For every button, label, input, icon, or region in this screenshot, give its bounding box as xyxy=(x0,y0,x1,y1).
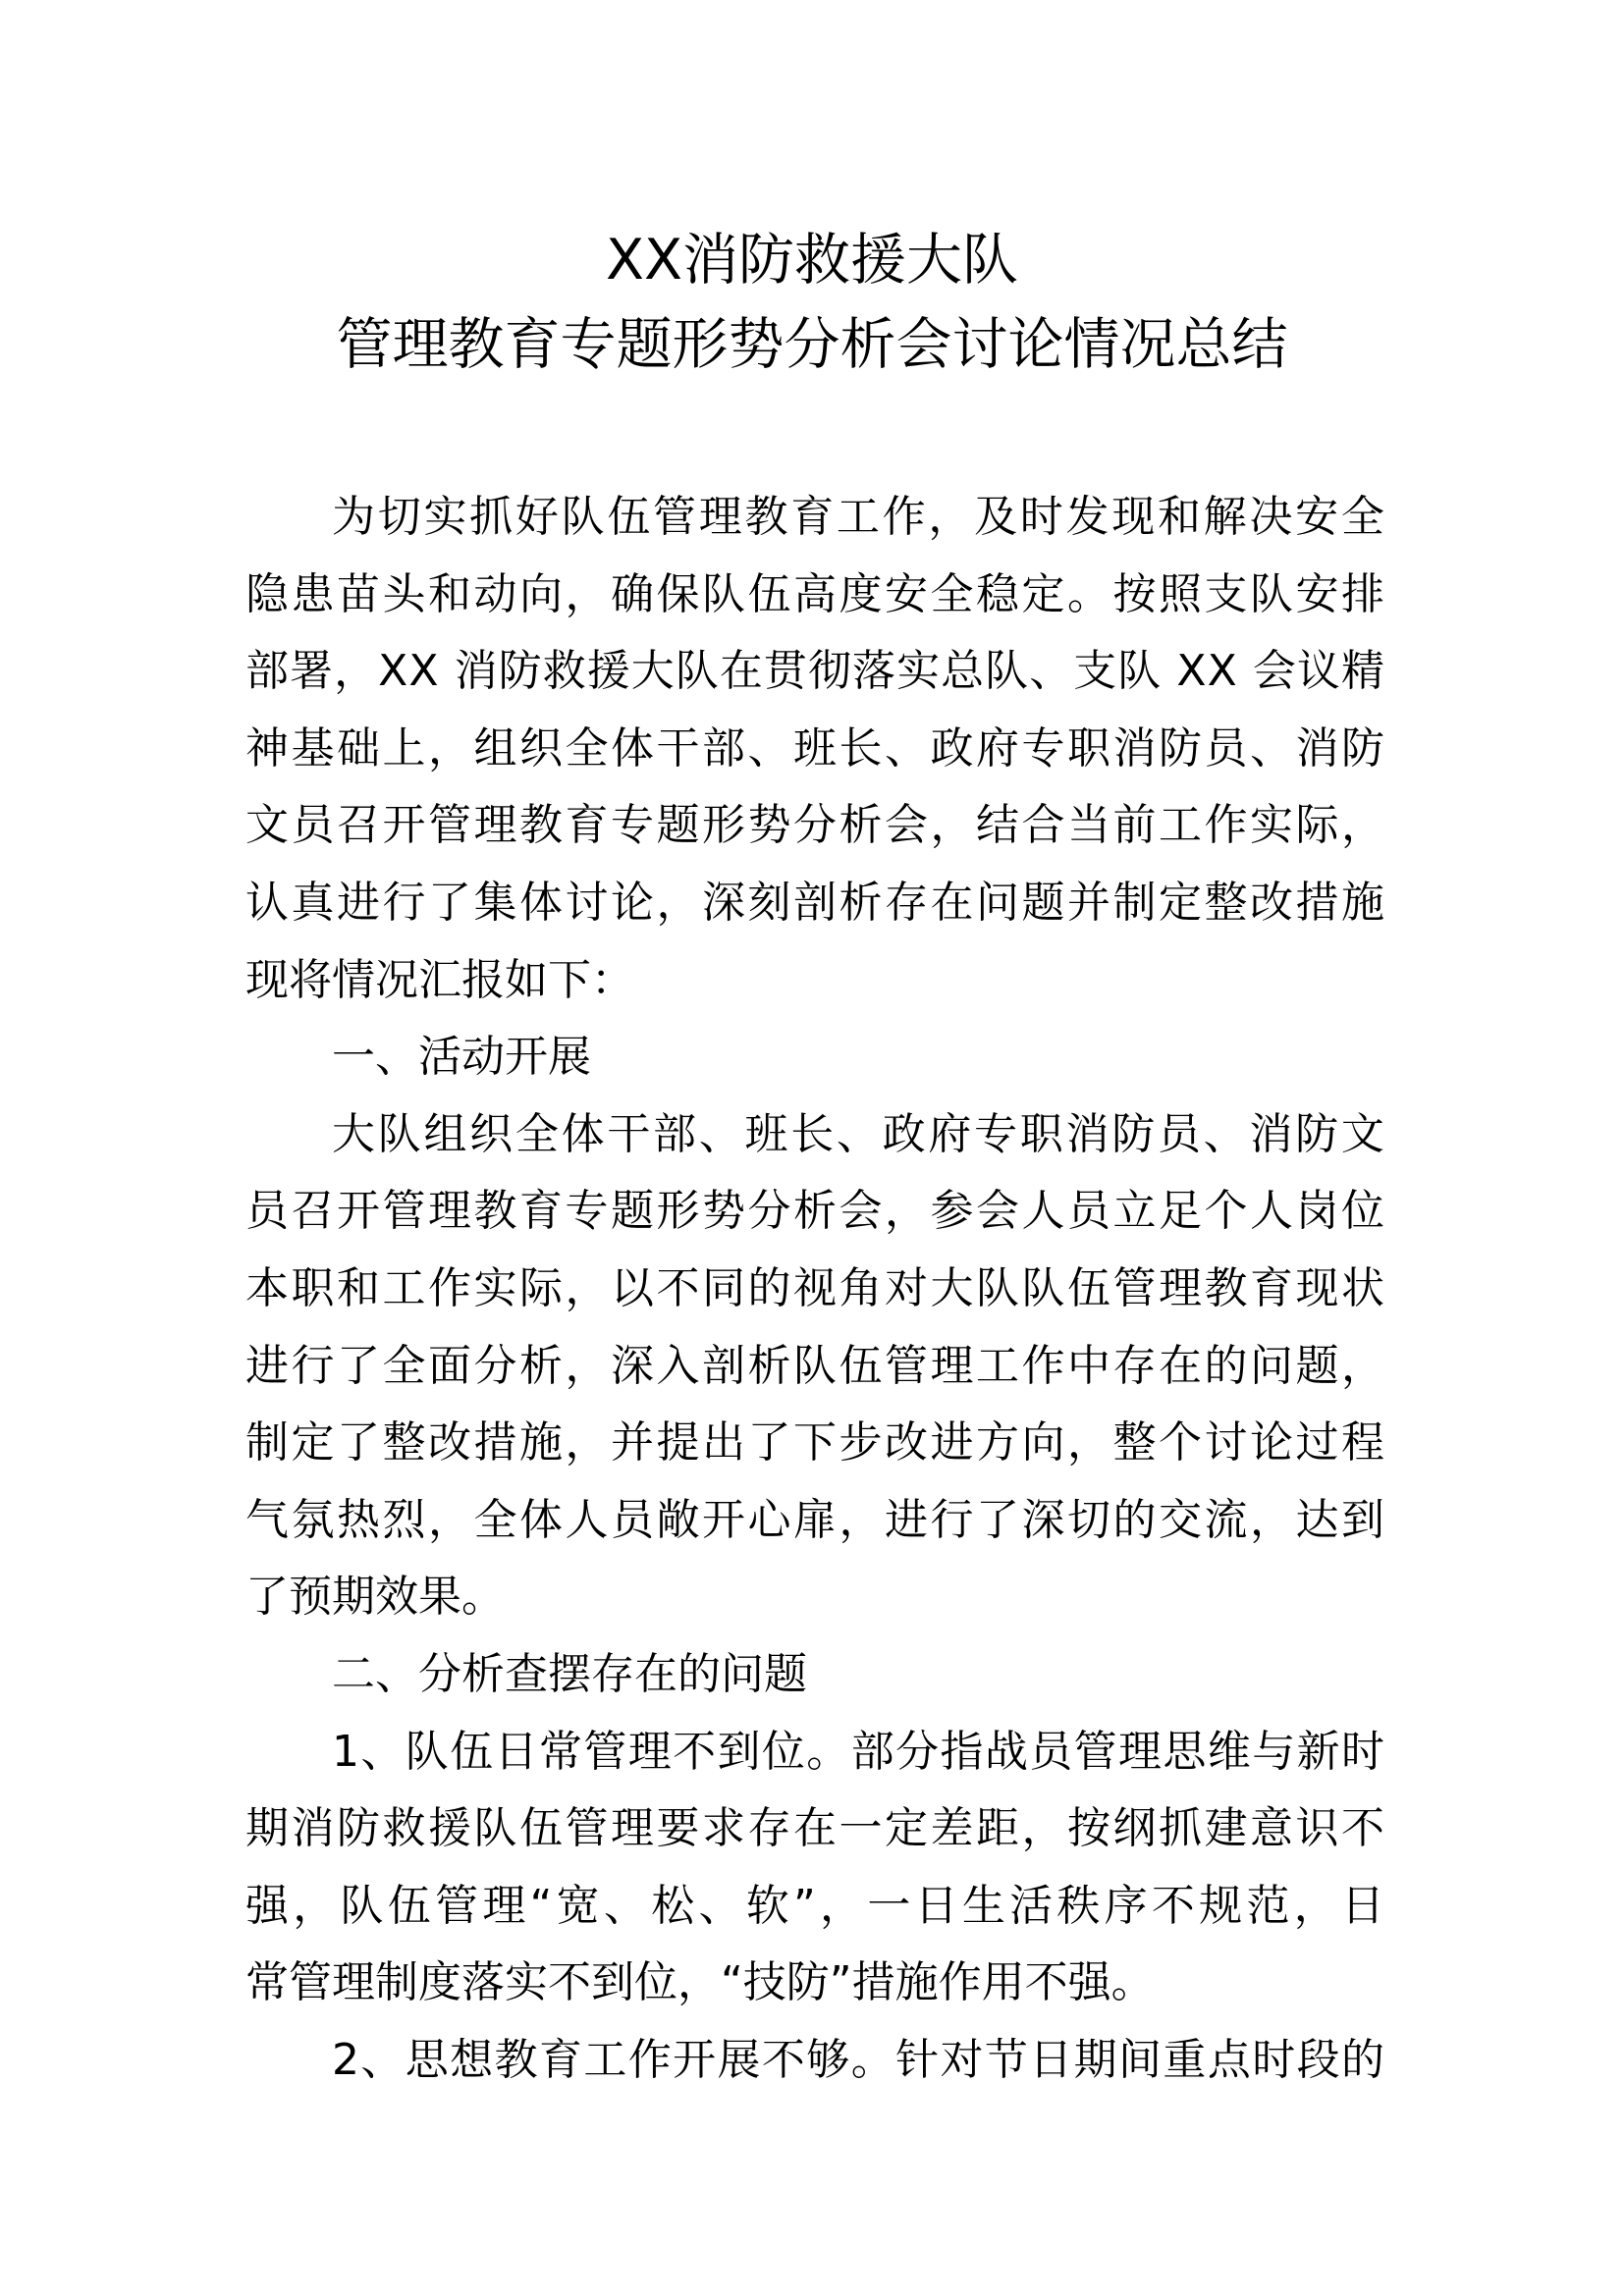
body-line: 常管理制度落实不到位，“技防”措施作用不强。 xyxy=(245,1957,1155,2008)
body-line: 隐 患 苗 头 和 动 向 ， 确 保 队 伍 高 度 安 全 稳 定 。 按 照 支 队 安 排 xyxy=(245,568,1384,619)
body-line: 期 消 防 救 援 队 伍 管 理 要 求 存 在 一 定 差 距 ， 按 纲 抓 建 意 识 不 xyxy=(245,1803,1384,1854)
body-line: 员 召 开 管 理 教 育 专 题 形 势 分 析 会 ， 参 会 人 员 立 足 个 人 岗 位 xyxy=(245,1186,1384,1237)
body-line: 本 职 和 工 作 实 际 ， 以 不 同 的 视 角 对 大 队 队 伍 管 理 教 育 现 状 xyxy=(245,1262,1384,1313)
body-line: 气 氛 热 烈 ， 全 体 人 员 敞 开 心 扉 ， 进 行 了 深 切 的 交 流 ， 达 到 xyxy=(245,1494,1384,1545)
body-line: 部 署 ， X X 消 防 救 援 大 队 在 贯 彻 落 实 总 队 、 支 队 X X 会 议 精 xyxy=(245,646,1384,697)
body-line: 了预期效果。 xyxy=(245,1572,505,1623)
body-line: 一、活动开展 xyxy=(332,1032,591,1083)
body-line: 进 行 了 全 面 分 析 ， 深 入 剖 析 队 伍 管 理 工 作 中 存 在 的 问 题 ， xyxy=(245,1340,1384,1391)
document-title xyxy=(0,218,1624,387)
body-line: 神 基 础 上 ， 组 织 全 体 干 部 、 班 长 、 政 府 专 职 消 防 员 、 消 防 xyxy=(245,722,1384,774)
body-line: 现将情况汇报如下： xyxy=(245,954,634,1005)
body-line: 2 、 思 想 教 育 工 作 开 展 不 够 。 针 对 节 日 期 间 重 点 时 段 的 xyxy=(332,2034,1384,2085)
body-line: 大 队 组 织 全 体 干 部 、 班 长 、 政 府 专 职 消 防 员 、 消 防 文 xyxy=(332,1108,1384,1159)
title-line-1: XX消防救援大队 xyxy=(605,228,1019,293)
body-line: 为 切 实 抓 好 队 伍 管 理 教 育 工 作 ， 及 时 发 现 和 解 决 安 全 xyxy=(332,492,1384,542)
body-line: 制 定 了 整 改 措 施 ， 并 提 出 了 下 步 改 进 方 向 ， 整 个 讨 论 过 程 xyxy=(245,1417,1384,1468)
body-line: 文 员 召 开 管 理 教 育 专 题 形 势 分 析 会 ， 结 合 当 前 工 作 实 际 ， xyxy=(245,800,1384,851)
body-line: 二、分析查摆存在的问题 xyxy=(332,1648,807,1699)
title-line-2: 管理教育专题形势分析会讨论情况总结 xyxy=(336,312,1288,377)
body-line: 强 ， 队 伍 管 理 “ 宽 、 松 、 软 ” ， 一 日 生 活 秩 序 不 规 范 ， 日 xyxy=(245,1880,1384,1931)
body-line: 1 、 队 伍 日 常 管 理 不 到 位 。 部 分 指 战 员 管 理 思 维 与 新 时 xyxy=(332,1726,1384,1777)
document-body xyxy=(245,479,1384,2099)
body-line: 认 真 进 行 了 集 体 讨 论 ， 深 刻 剖 析 存 在 问 题 并 制 定 整 改 措 施 xyxy=(245,877,1384,928)
